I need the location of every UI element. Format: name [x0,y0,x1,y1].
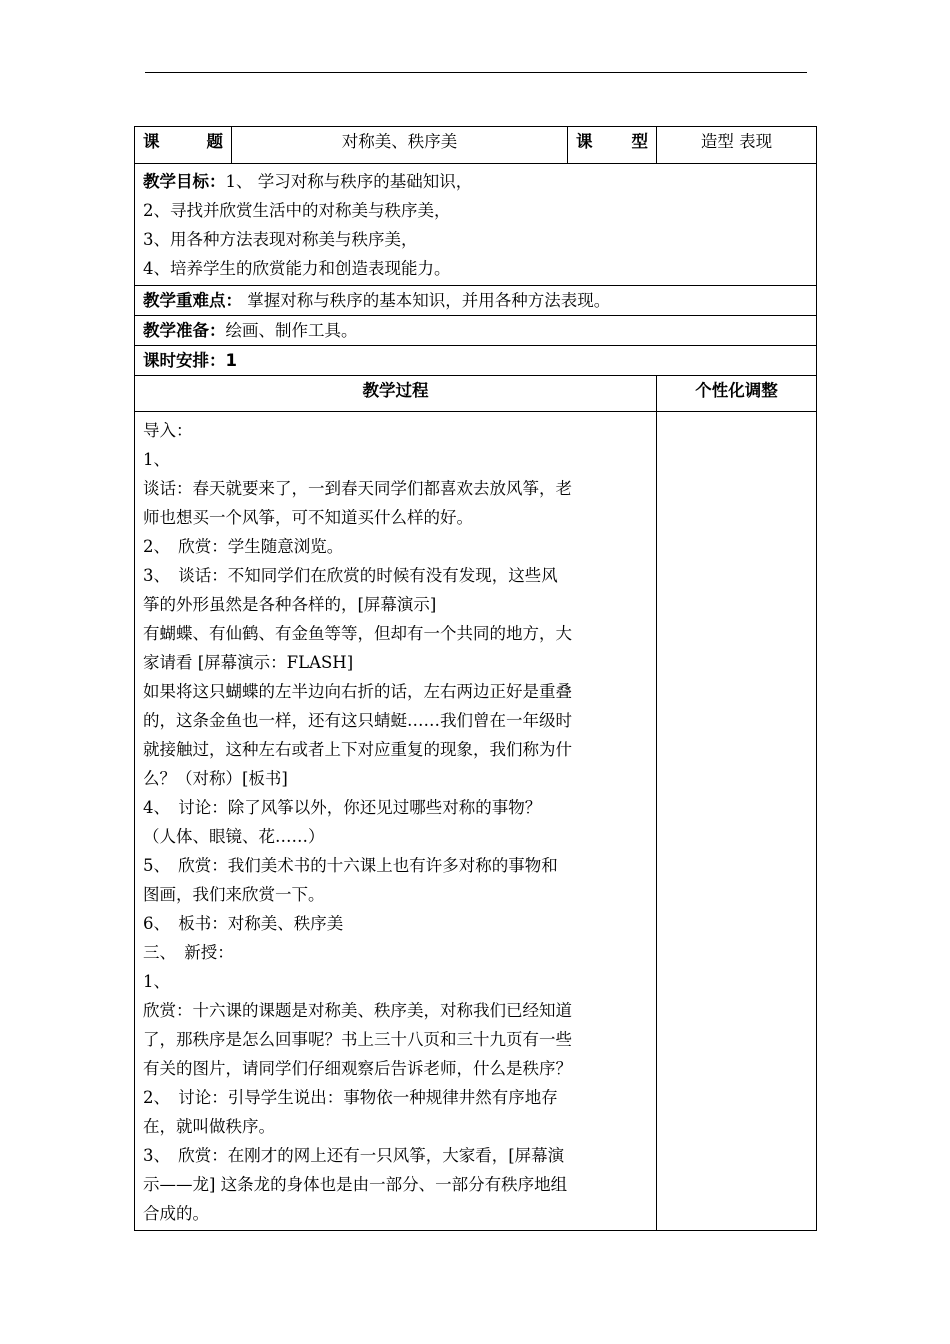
objective-line: 1、 学习对称与秩序的基础知识， [225,172,473,191]
header-rule [145,72,807,73]
process-line: 就接触过，这种左右或者上下对应重复的现象，我们称为什 [143,740,572,759]
adjust-content [657,412,817,1231]
lesson-plan-table [134,126,817,1231]
objective-line: 4、培养学生的欣赏能力和创造表现能力。 [143,259,451,278]
process-line: 筝的外形虽然是各种各样的，[屏幕演示] [143,595,437,614]
process-line: 2、 欣赏：学生随意浏览。 [143,537,344,556]
schedule-row [135,346,817,376]
key-points-text: 掌握对称与秩序的基本知识，并用各种方法表现。 [242,291,611,310]
preparation-cell [135,316,817,346]
process-line: 有蝴蝶、有仙鹤、有金鱼等等，但却有一个共同的地方，大 [143,624,572,643]
process-heading: 教学过程 [135,376,657,412]
process-line: 在，就叫做秩序。 [143,1117,275,1136]
process-header-row [135,376,817,412]
objective-line: 2、寻找并欣赏生活中的对称美与秩序美， [143,201,451,220]
type-label-cell: 课 型 [568,127,657,164]
process-line: 图画，我们来欣赏一下。 [143,885,325,904]
objectives-cell [135,164,817,286]
topic-value: 对称美、秩序美 [232,127,568,164]
preparation-text: 绘画、制作工具。 [225,321,358,340]
type-value: 造型 表现 [657,127,817,164]
process-line: 欣赏：十六课的课题是对称美、秩序美，对称我们已经知道 [143,1001,572,1020]
process-line: 么？（对称）[板书] [143,769,288,788]
process-line: 4、 讨论：除了风筝以外，你还见过哪些对称的事物？ [143,798,542,817]
process-line: 示——龙] 这条龙的身体也是由一部分、一部分有秩序地组 [143,1175,568,1194]
process-line: 师也想买一个风筝，可不知道买什么样的好。 [143,508,473,527]
process-line: 如果将这只蝴蝶的左半边向右折的话，左右两边正好是重叠 [143,682,572,701]
topic-row [135,127,817,164]
objectives-label: 教学目标： [143,172,226,191]
process-line: 有关的图片，请同学们仔细观察后告诉老师，什么是秩序？ [143,1059,572,1078]
process-line: 3、 谈话：不知同学们在欣赏的时候有没有发现，这些风 [143,566,558,585]
process-line: 1、 [143,450,170,469]
process-line: 的，这条金鱼也一样，还有这只蜻蜓……我们曾在一年级时 [143,711,572,730]
process-line: 三、 新授： [143,943,234,962]
process-line: 家请看 [屏幕演示：FLASH] [143,653,354,672]
process-line: 2、 讨论：引导学生说出：事物依一种规律井然有序地存 [143,1088,558,1107]
key-points-cell [135,286,817,316]
key-points-row [135,286,817,316]
key-points-label: 教学重难点： [143,291,242,310]
process-line: 合成的。 [143,1204,209,1223]
topic-label-cell: 课 题 [135,127,232,164]
preparation-row [135,316,817,346]
process-line: 了，那秩序是怎么回事呢？书上三十八页和三十九页有一些 [143,1030,572,1049]
objectives-row [135,164,817,286]
process-line: 3、 欣赏：在刚才的网上还有一只风筝，大家看，[屏幕演 [143,1146,565,1165]
adjust-heading: 个性化调整 [657,376,817,412]
preparation-label: 教学准备： [143,321,226,340]
process-line: 6、 板书：对称美、秩序美 [143,914,344,933]
objective-line: 3、用各种方法表现对称美与秩序美， [143,230,418,249]
process-content [135,412,657,1231]
schedule-label: 课时安排： [143,351,226,370]
process-line: 1、 [143,972,170,991]
process-line: （人体、眼镜、花……） [143,827,325,846]
schedule-value: 1 [225,351,237,370]
schedule-cell [135,346,817,376]
process-line: 导入： [143,421,193,440]
process-body-row [135,412,817,1231]
process-line: 谈话：春天就要来了，一到春天同学们都喜欢去放风筝，老 [143,479,572,498]
process-line: 5、 欣赏：我们美术书的十六课上也有许多对称的事物和 [143,856,558,875]
